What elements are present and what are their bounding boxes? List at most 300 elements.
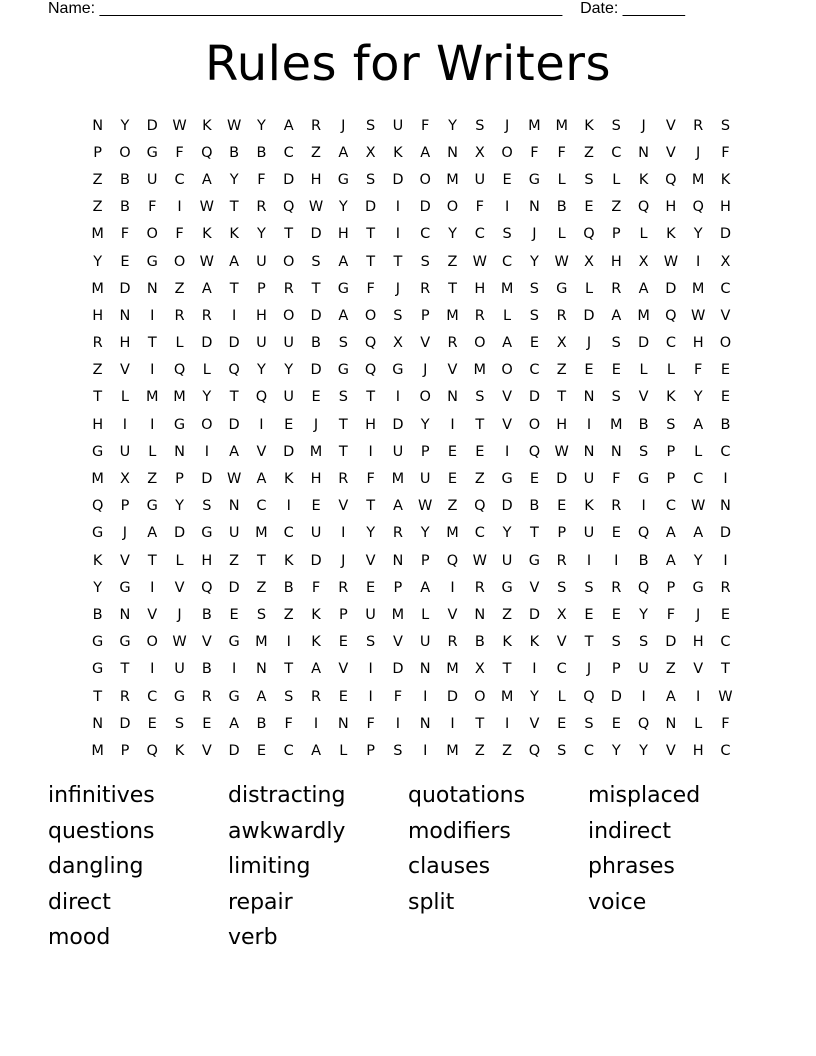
grid-letter[interactable]: M bbox=[500, 688, 514, 705]
grid-letter[interactable]: L bbox=[694, 715, 703, 732]
grid-letter[interactable]: P bbox=[666, 579, 676, 596]
grid-letter[interactable]: H bbox=[119, 335, 131, 352]
grid-letter[interactable]: T bbox=[393, 253, 403, 270]
grid-letter[interactable]: T bbox=[475, 715, 485, 732]
grid-letter[interactable]: W bbox=[199, 199, 214, 216]
grid-letter[interactable]: M bbox=[91, 471, 104, 488]
grid-letter[interactable]: J bbox=[586, 335, 592, 352]
grid-letter[interactable]: T bbox=[338, 416, 348, 433]
grid-letter[interactable]: Y bbox=[93, 579, 103, 596]
grid-letter[interactable]: G bbox=[392, 362, 404, 379]
grid-letter[interactable]: T bbox=[557, 389, 567, 406]
grid-letter[interactable]: S bbox=[720, 117, 731, 134]
grid-letter[interactable]: K bbox=[393, 144, 403, 161]
grid-letter[interactable]: C bbox=[720, 280, 731, 297]
grid-letter[interactable]: N bbox=[583, 443, 595, 460]
grid-letter[interactable]: E bbox=[475, 443, 485, 460]
grid-letter[interactable]: O bbox=[146, 226, 158, 243]
grid-letter[interactable]: H bbox=[720, 199, 731, 216]
grid-letter[interactable]: L bbox=[175, 335, 184, 352]
grid-letter[interactable]: M bbox=[446, 742, 459, 759]
grid-letter[interactable]: M bbox=[446, 525, 459, 542]
grid-letter[interactable]: J bbox=[313, 416, 319, 433]
grid-letter[interactable]: I bbox=[150, 362, 155, 379]
grid-letter[interactable]: M bbox=[309, 443, 323, 460]
grid-letter[interactable]: Q bbox=[665, 307, 677, 324]
grid-letter[interactable]: X bbox=[638, 253, 649, 270]
grid-letter[interactable]: P bbox=[557, 525, 567, 542]
grid-letter[interactable]: V bbox=[338, 661, 349, 678]
grid-letter[interactable]: V bbox=[665, 144, 676, 161]
grid-letter[interactable]: I bbox=[395, 199, 401, 216]
grid-letter[interactable]: Q bbox=[146, 742, 158, 759]
grid-letter[interactable]: G bbox=[119, 579, 131, 596]
grid-letter[interactable]: D bbox=[583, 307, 595, 324]
grid-letter[interactable]: O bbox=[419, 389, 431, 406]
grid-letter[interactable]: Z bbox=[283, 606, 294, 623]
grid-letter[interactable]: G bbox=[173, 688, 186, 705]
grid-letter[interactable]: B bbox=[638, 416, 649, 433]
grid-letter[interactable]: K bbox=[202, 226, 212, 243]
grid-letter[interactable]: I bbox=[150, 416, 155, 433]
grid-letter[interactable]: P bbox=[120, 498, 130, 515]
grid-letter[interactable]: G bbox=[92, 661, 104, 678]
grid-letter[interactable]: I bbox=[341, 525, 346, 542]
grid-letter[interactable]: B bbox=[119, 199, 130, 216]
grid-letter[interactable]: F bbox=[366, 715, 375, 732]
grid-letter[interactable]: K bbox=[283, 471, 294, 488]
grid-letter[interactable]: S bbox=[584, 579, 594, 596]
grid-letter[interactable]: A bbox=[502, 335, 513, 352]
grid-letter[interactable]: C bbox=[665, 498, 676, 515]
grid-letter[interactable]: C bbox=[420, 226, 431, 243]
grid-letter[interactable]: C bbox=[720, 443, 731, 460]
grid-letter[interactable]: U bbox=[419, 471, 431, 488]
grid-letter[interactable]: K bbox=[202, 117, 212, 134]
grid-letter[interactable]: Z bbox=[174, 280, 185, 297]
grid-letter[interactable]: P bbox=[420, 307, 430, 324]
grid-letter[interactable]: I bbox=[450, 579, 455, 596]
grid-letter[interactable]: V bbox=[201, 634, 212, 651]
grid-letter[interactable]: E bbox=[584, 199, 594, 216]
grid-letter[interactable]: E bbox=[311, 498, 321, 515]
grid-letter[interactable]: O bbox=[419, 171, 431, 188]
grid-letter[interactable]: K bbox=[720, 171, 731, 188]
grid-letter[interactable]: K bbox=[584, 498, 594, 515]
grid-letter[interactable]: F bbox=[366, 471, 375, 488]
grid-letter[interactable]: P bbox=[366, 742, 375, 759]
grid-letter[interactable]: S bbox=[256, 606, 267, 623]
grid-letter[interactable]: P bbox=[120, 742, 130, 759]
grid-letter[interactable]: Z bbox=[502, 606, 513, 623]
grid-letter[interactable]: Y bbox=[420, 525, 430, 542]
grid-letter[interactable]: L bbox=[421, 606, 430, 623]
grid-letter[interactable]: S bbox=[475, 389, 485, 406]
grid-letter[interactable]: V bbox=[665, 117, 676, 134]
grid-letter[interactable]: O bbox=[528, 416, 541, 433]
grid-letter[interactable]: I bbox=[395, 715, 401, 732]
grid-letter[interactable]: M bbox=[91, 742, 104, 759]
grid-letter[interactable]: K bbox=[666, 389, 676, 406]
grid-letter[interactable]: L bbox=[202, 362, 211, 379]
grid-letter[interactable]: U bbox=[419, 634, 431, 651]
grid-letter[interactable]: H bbox=[610, 253, 622, 270]
grid-letter[interactable]: L bbox=[120, 389, 129, 406]
grid-letter[interactable]: L bbox=[639, 226, 648, 243]
grid-letter[interactable]: Q bbox=[201, 579, 213, 596]
grid-letter[interactable]: E bbox=[557, 498, 567, 515]
grid-letter[interactable]: J bbox=[341, 117, 346, 134]
grid-letter[interactable]: T bbox=[229, 389, 239, 406]
grid-letter[interactable]: W bbox=[554, 253, 569, 270]
grid-letter[interactable]: E bbox=[720, 362, 731, 379]
grid-letter[interactable]: R bbox=[611, 579, 622, 596]
grid-letter[interactable]: C bbox=[720, 634, 731, 651]
grid-letter[interactable]: S bbox=[638, 443, 649, 460]
grid-letter[interactable]: E bbox=[557, 715, 567, 732]
grid-letter[interactable]: O bbox=[474, 688, 486, 705]
grid-letter[interactable]: N bbox=[119, 606, 131, 623]
grid-letter[interactable]: T bbox=[284, 226, 294, 243]
grid-letter[interactable]: K bbox=[229, 226, 239, 243]
grid-letter[interactable]: W bbox=[308, 199, 324, 216]
grid-letter[interactable]: E bbox=[202, 715, 212, 732]
grid-letter[interactable]: S bbox=[529, 280, 539, 297]
grid-letter[interactable]: A bbox=[665, 688, 676, 705]
grid-letter[interactable]: R bbox=[611, 280, 622, 297]
grid-letter[interactable]: Z bbox=[92, 171, 103, 188]
grid-letter[interactable]: D bbox=[283, 171, 295, 188]
grid-letter[interactable]: D bbox=[119, 280, 131, 297]
grid-letter[interactable]: J bbox=[423, 362, 428, 379]
grid-letter[interactable]: L bbox=[557, 171, 566, 188]
grid-letter[interactable]: X bbox=[556, 606, 567, 623]
grid-letter[interactable]: S bbox=[420, 253, 430, 270]
grid-letter[interactable]: I bbox=[313, 715, 319, 732]
grid-letter[interactable]: T bbox=[147, 335, 157, 352]
grid-letter[interactable]: J bbox=[341, 552, 346, 569]
grid-letter[interactable]: B bbox=[201, 661, 212, 678]
grid-letter[interactable]: M bbox=[391, 606, 405, 623]
grid-letter[interactable]: A bbox=[229, 443, 240, 460]
grid-letter[interactable]: S bbox=[529, 307, 539, 324]
grid-letter[interactable]: P bbox=[175, 471, 184, 488]
grid-letter[interactable]: F bbox=[721, 715, 730, 732]
grid-letter[interactable]: N bbox=[256, 661, 267, 678]
grid-letter[interactable]: V bbox=[392, 634, 403, 651]
grid-letter[interactable]: C bbox=[693, 471, 704, 488]
grid-letter[interactable]: R bbox=[611, 498, 622, 515]
grid-letter[interactable]: K bbox=[174, 742, 185, 759]
grid-letter[interactable]: I bbox=[368, 443, 373, 460]
grid-letter[interactable]: Z bbox=[256, 579, 267, 596]
grid-letter[interactable]: O bbox=[474, 335, 486, 352]
grid-letter[interactable]: K bbox=[92, 552, 103, 569]
grid-letter[interactable]: Q bbox=[637, 525, 650, 542]
grid-letter[interactable]: Q bbox=[583, 226, 595, 243]
grid-letter[interactable]: I bbox=[450, 715, 455, 732]
grid-letter[interactable]: Q bbox=[637, 579, 650, 596]
grid-letter[interactable]: H bbox=[255, 307, 267, 324]
grid-letter[interactable]: V bbox=[638, 389, 649, 406]
grid-letter[interactable]: N bbox=[720, 498, 731, 515]
grid-letter[interactable]: Q bbox=[228, 362, 240, 379]
grid-letter[interactable]: Y bbox=[502, 525, 512, 542]
grid-letter[interactable]: C bbox=[256, 498, 267, 515]
grid-letter[interactable]: Y bbox=[120, 117, 130, 134]
grid-letter[interactable]: M bbox=[473, 362, 487, 379]
grid-letter[interactable]: U bbox=[119, 443, 131, 460]
grid-letter[interactable]: D bbox=[665, 280, 677, 297]
grid-letter[interactable]: V bbox=[174, 579, 185, 596]
grid-letter[interactable]: G bbox=[637, 471, 650, 488]
grid-letter[interactable]: E bbox=[584, 606, 594, 623]
grid-letter[interactable]: A bbox=[611, 307, 622, 324]
grid-letter[interactable]: S bbox=[611, 117, 621, 134]
grid-letter[interactable]: B bbox=[119, 171, 130, 188]
grid-letter[interactable]: S bbox=[338, 389, 348, 406]
grid-letter[interactable]: Q bbox=[255, 389, 268, 406]
grid-letter[interactable]: W bbox=[472, 552, 487, 569]
grid-letter[interactable]: W bbox=[226, 117, 242, 134]
grid-letter[interactable]: D bbox=[446, 688, 459, 705]
grid-letter[interactable]: Z bbox=[229, 552, 240, 569]
grid-letter[interactable]: D bbox=[228, 742, 240, 759]
grid-letter[interactable]: I bbox=[395, 389, 401, 406]
grid-letter[interactable]: M bbox=[610, 416, 623, 433]
grid-letter[interactable]: Z bbox=[474, 742, 485, 759]
grid-letter[interactable]: G bbox=[146, 498, 158, 515]
grid-letter[interactable]: N bbox=[419, 715, 431, 732]
grid-letter[interactable]: N bbox=[638, 144, 650, 161]
grid-letter[interactable]: D bbox=[310, 552, 322, 569]
grid-letter[interactable]: X bbox=[584, 253, 594, 270]
grid-letter[interactable]: J bbox=[532, 226, 537, 243]
grid-letter[interactable]: R bbox=[447, 335, 458, 352]
grid-letter[interactable]: Q bbox=[201, 144, 213, 161]
grid-letter[interactable]: P bbox=[338, 606, 348, 623]
grid-letter[interactable]: O bbox=[146, 634, 158, 651]
grid-letter[interactable]: L bbox=[148, 443, 157, 460]
grid-letter[interactable]: O bbox=[119, 144, 131, 161]
grid-letter[interactable]: A bbox=[638, 280, 649, 297]
grid-letter[interactable]: M bbox=[145, 389, 159, 406]
grid-letter[interactable]: M bbox=[91, 226, 104, 243]
grid-letter[interactable]: H bbox=[310, 171, 322, 188]
grid-letter[interactable]: P bbox=[666, 443, 676, 460]
grid-letter[interactable]: G bbox=[92, 443, 104, 460]
grid-letter[interactable]: F bbox=[721, 144, 730, 161]
grid-letter[interactable]: L bbox=[503, 307, 512, 324]
grid-letter[interactable]: N bbox=[610, 443, 622, 460]
grid-letter[interactable]: J bbox=[395, 280, 401, 297]
grid-letter[interactable]: J bbox=[696, 606, 701, 623]
grid-letter[interactable]: I bbox=[150, 307, 155, 324]
grid-letter[interactable]: H bbox=[692, 634, 704, 651]
grid-letter[interactable]: G bbox=[337, 280, 349, 297]
grid-letter[interactable]: Y bbox=[202, 389, 212, 406]
grid-letter[interactable]: Q bbox=[91, 498, 104, 515]
grid-letter[interactable]: P bbox=[611, 226, 621, 243]
grid-letter[interactable]: Z bbox=[147, 471, 158, 488]
grid-letter[interactable]: S bbox=[666, 416, 676, 433]
grid-letter[interactable]: A bbox=[311, 661, 321, 678]
grid-letter[interactable]: G bbox=[528, 171, 541, 188]
grid-letter[interactable]: W bbox=[172, 634, 187, 651]
grid-letter[interactable]: I bbox=[504, 443, 510, 460]
grid-letter[interactable]: R bbox=[556, 307, 567, 324]
grid-letter[interactable]: T bbox=[93, 389, 103, 406]
grid-letter[interactable]: C bbox=[283, 742, 294, 759]
grid-letter[interactable]: E bbox=[256, 742, 267, 759]
grid-letter[interactable]: X bbox=[556, 335, 567, 352]
grid-letter[interactable]: R bbox=[556, 552, 567, 569]
grid-letter[interactable]: D bbox=[556, 471, 568, 488]
grid-letter[interactable]: V bbox=[201, 742, 212, 759]
grid-letter[interactable]: S bbox=[202, 498, 212, 515]
grid-letter[interactable]: E bbox=[338, 688, 348, 705]
grid-letter[interactable]: D bbox=[201, 335, 213, 352]
grid-letter[interactable]: E bbox=[120, 253, 130, 270]
grid-letter[interactable]: V bbox=[447, 362, 458, 379]
grid-letter[interactable]: L bbox=[639, 362, 648, 379]
grid-letter[interactable]: H bbox=[692, 335, 704, 352]
grid-letter[interactable]: H bbox=[337, 226, 349, 243]
grid-letter[interactable]: A bbox=[229, 715, 240, 732]
grid-letter[interactable]: Q bbox=[528, 742, 541, 759]
grid-letter[interactable]: O bbox=[173, 253, 186, 270]
grid-letter[interactable]: V bbox=[119, 362, 130, 379]
grid-letter[interactable]: A bbox=[283, 117, 294, 134]
grid-letter[interactable]: A bbox=[392, 498, 403, 515]
grid-letter[interactable]: N bbox=[228, 498, 240, 515]
grid-letter[interactable]: Q bbox=[364, 362, 377, 379]
grid-letter[interactable]: E bbox=[529, 471, 539, 488]
grid-letter[interactable]: Q bbox=[283, 199, 295, 216]
grid-letter[interactable]: Z bbox=[92, 199, 103, 216]
grid-letter[interactable]: O bbox=[719, 335, 732, 352]
grid-letter[interactable]: F bbox=[612, 471, 621, 488]
grid-letter[interactable]: A bbox=[311, 742, 321, 759]
grid-letter[interactable]: Q bbox=[474, 498, 486, 515]
grid-letter[interactable]: Y bbox=[611, 742, 621, 759]
grid-letter[interactable]: N bbox=[119, 307, 131, 324]
grid-letter[interactable]: I bbox=[150, 661, 155, 678]
grid-letter[interactable]: U bbox=[392, 443, 404, 460]
grid-letter[interactable]: Y bbox=[448, 226, 457, 243]
grid-letter[interactable]: I bbox=[259, 416, 264, 433]
grid-letter[interactable]: G bbox=[228, 688, 240, 705]
grid-letter[interactable]: S bbox=[393, 307, 403, 324]
grid-letter[interactable]: V bbox=[256, 443, 267, 460]
grid-letter[interactable]: K bbox=[311, 634, 321, 651]
grid-letter[interactable]: U bbox=[146, 171, 158, 188]
grid-letter[interactable]: Y bbox=[639, 606, 649, 623]
grid-letter[interactable]: I bbox=[614, 552, 619, 569]
grid-letter[interactable]: T bbox=[584, 634, 594, 651]
grid-letter[interactable]: D bbox=[310, 307, 322, 324]
grid-letter[interactable]: C bbox=[474, 226, 485, 243]
grid-letter[interactable]: G bbox=[173, 416, 186, 433]
grid-letter[interactable]: S bbox=[584, 171, 594, 188]
grid-letter[interactable]: X bbox=[720, 253, 731, 270]
grid-letter[interactable]: I bbox=[423, 688, 428, 705]
grid-letter[interactable]: M bbox=[446, 307, 459, 324]
grid-letter[interactable]: E bbox=[447, 443, 458, 460]
grid-letter[interactable]: E bbox=[311, 389, 321, 406]
grid-letter[interactable]: I bbox=[450, 416, 455, 433]
grid-letter[interactable]: U bbox=[283, 389, 295, 406]
grid-letter[interactable]: P bbox=[611, 661, 621, 678]
grid-letter[interactable]: D bbox=[146, 117, 158, 134]
grid-letter[interactable]: Z bbox=[447, 253, 458, 270]
grid-letter[interactable]: W bbox=[199, 253, 214, 270]
grid-letter[interactable]: L bbox=[666, 362, 675, 379]
grid-letter[interactable]: D bbox=[228, 335, 240, 352]
grid-letter[interactable]: U bbox=[256, 335, 267, 352]
grid-letter[interactable]: H bbox=[92, 416, 104, 433]
grid-letter[interactable]: E bbox=[366, 579, 376, 596]
grid-letter[interactable]: I bbox=[696, 688, 701, 705]
grid-letter[interactable]: T bbox=[93, 688, 103, 705]
grid-letter[interactable]: Z bbox=[584, 144, 594, 161]
grid-letter[interactable]: E bbox=[502, 171, 512, 188]
grid-letter[interactable]: G bbox=[92, 525, 104, 542]
grid-letter[interactable]: O bbox=[364, 307, 377, 324]
grid-letter[interactable]: S bbox=[584, 715, 594, 732]
grid-letter[interactable]: M bbox=[691, 171, 705, 188]
grid-letter[interactable]: U bbox=[638, 661, 649, 678]
grid-letter[interactable]: Y bbox=[257, 226, 266, 243]
grid-letter[interactable]: B bbox=[474, 634, 485, 651]
grid-letter[interactable]: I bbox=[423, 742, 428, 759]
grid-letter[interactable]: F bbox=[557, 144, 566, 161]
grid-letter[interactable]: R bbox=[392, 525, 403, 542]
grid-letter[interactable]: E bbox=[284, 416, 294, 433]
grid-letter[interactable]: B bbox=[256, 715, 267, 732]
grid-letter[interactable]: M bbox=[255, 525, 268, 542]
grid-letter[interactable]: T bbox=[120, 661, 130, 678]
grid-letter[interactable]: F bbox=[393, 688, 403, 705]
grid-letter[interactable]: Q bbox=[364, 335, 377, 352]
grid-letter[interactable]: G bbox=[692, 579, 704, 596]
grid-letter[interactable]: V bbox=[720, 307, 731, 324]
grid-letter[interactable]: R bbox=[338, 471, 349, 488]
grid-letter[interactable]: S bbox=[366, 171, 376, 188]
grid-letter[interactable]: U bbox=[583, 525, 595, 542]
grid-letter[interactable]: A bbox=[665, 552, 676, 569]
grid-letter[interactable]: M bbox=[255, 634, 268, 651]
grid-letter[interactable]: F bbox=[311, 579, 321, 596]
grid-letter[interactable]: D bbox=[392, 661, 404, 678]
grid-letter[interactable]: Y bbox=[284, 362, 294, 379]
grid-letter[interactable]: X bbox=[474, 661, 485, 678]
grid-letter[interactable]: P bbox=[93, 144, 103, 161]
grid-letter[interactable]: Y bbox=[529, 688, 539, 705]
grid-letter[interactable]: I bbox=[641, 688, 646, 705]
grid-letter[interactable]: E bbox=[584, 362, 594, 379]
grid-letter[interactable]: G bbox=[201, 525, 213, 542]
grid-letter[interactable]: U bbox=[501, 552, 513, 569]
grid-letter[interactable]: T bbox=[147, 552, 157, 569]
grid-letter[interactable]: G bbox=[556, 280, 568, 297]
grid-letter[interactable]: S bbox=[611, 389, 621, 406]
grid-letter[interactable]: T bbox=[229, 199, 239, 216]
grid-letter[interactable]: V bbox=[119, 552, 130, 569]
grid-letter[interactable]: D bbox=[228, 579, 240, 596]
grid-letter[interactable]: C bbox=[611, 144, 622, 161]
grid-letter[interactable]: H bbox=[474, 280, 486, 297]
